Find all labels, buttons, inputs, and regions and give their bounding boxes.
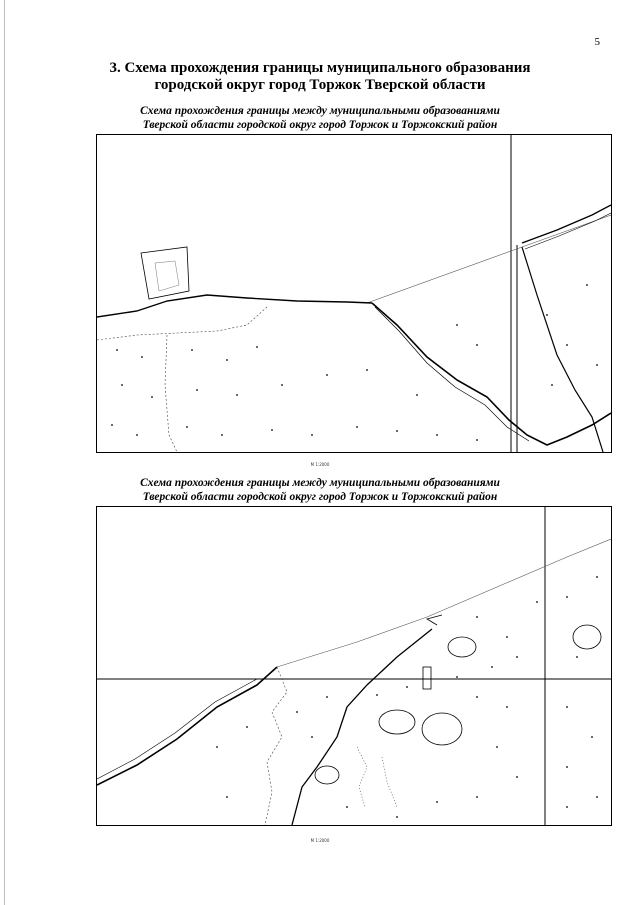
map-2-drawing: [97, 507, 611, 825]
map-2-boundary-line: [97, 667, 277, 785]
map-1-caption: [0, 104, 640, 132]
map-1-drawing: [97, 135, 611, 452]
map-1-scale-note: М 1:2000: [310, 462, 330, 467]
map-2-caption-line-1: Схема прохождения границы между муниципальными образованиями: [140, 477, 500, 489]
map-1-boundary-line: [97, 295, 372, 317]
map-1-caption-line-2: Тверской области городской округ город Торжок и Торжокский район: [142, 119, 498, 131]
map-2-caption: [0, 476, 640, 504]
map-1-boundary-line: [372, 303, 611, 445]
map-2-scale-note: М 1:2000: [310, 838, 330, 843]
map-1-caption-line-1: Схема прохождения границы между муниципальными образованиями: [140, 105, 500, 117]
section-title-line-2: городской округ город Торжок Тверской области: [154, 77, 486, 93]
map-2-frame: [96, 506, 612, 826]
page-number: 5: [594, 36, 600, 48]
map-1-vegetation-dots: [111, 284, 598, 441]
map-2-caption-line-2: Тверской области городской округ город Торжок и Торжокский район: [142, 491, 498, 503]
map-2-boundary-line: [292, 629, 432, 825]
section-title: [0, 60, 640, 94]
map-2-vegetation-dots: [216, 576, 598, 818]
scan-edge-line: [4, 0, 5, 905]
map-1-frame: [96, 134, 612, 453]
section-title-line-1: 3. Схема прохождения границы муниципального образования: [109, 60, 531, 76]
